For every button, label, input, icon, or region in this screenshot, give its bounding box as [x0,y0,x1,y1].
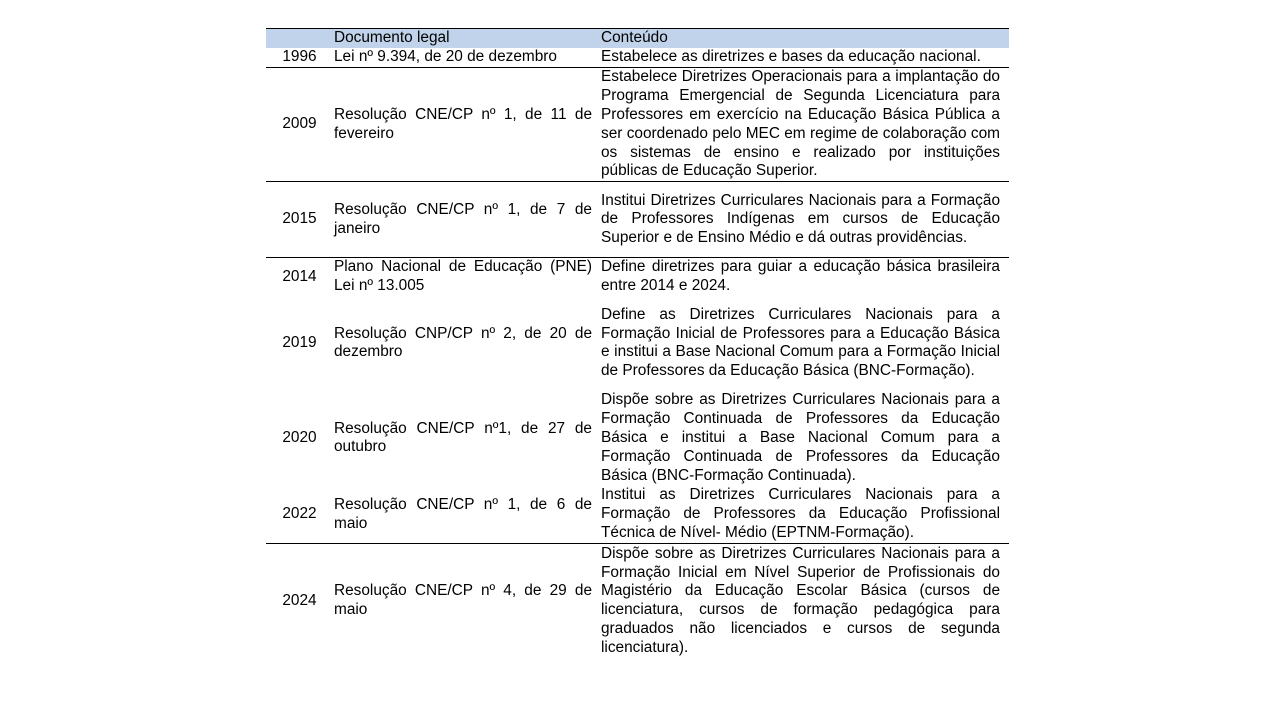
row-legal-document: Resolução CNE/CP nº 4, de 29 de maio [334,582,592,619]
table-row [266,391,1009,486]
row-year: 2024 [282,591,317,609]
table-row [266,486,1009,544]
row-legal-document: Lei nº 9.394, de 20 de dezembro [334,48,557,66]
row-content: Estabelece as diretrizes e bases da educação nacional. [601,48,981,66]
row-legal-document: Plano Nacional de Educação (PNE) Lei nº 13.005 [334,258,592,295]
table-row [266,48,1009,68]
table-row [266,296,1009,391]
row-content: Define diretrizes para guiar a educação básica brasileira entre 2014 e 2024. [601,258,1000,295]
row-legal-document: Resolução CNE/CP nº 1, de 6 de maio [334,495,592,532]
row-year: 2019 [282,333,317,351]
row-year: 2009 [282,115,317,133]
header-content: Conteúdo [601,29,668,46]
row-legal-document: Resolução CNE/CP nº1, de 27 de outubro [334,419,592,456]
table-row [266,68,1009,182]
row-year: 2020 [282,428,317,446]
row-content: Dispõe sobre as Diretrizes Curriculares Nacionais para a Formação Continuada de Professores da Educação Básica e institui a Base Nacional Comum para a Formação Continuada de Professores da Educação Básica (BNC-Formação Continuada). [601,391,1000,484]
row-legal-document: Resolução CNP/CP nº 2, de 20 de dezembro [334,324,592,361]
row-year: 1996 [282,48,317,66]
table-row [266,182,1009,258]
row-year: 2014 [282,267,317,285]
header-year [266,29,333,48]
header-legal-document: Documento legal [334,29,450,46]
row-content: Institui as Diretrizes Curriculares Nacionais para a Formação de Professores da Educação Profissional Técnica de Nível- Médio (EPTNM-Formação). [601,486,1000,542]
table-row [266,544,1009,658]
table-row [266,258,1009,296]
table-header-row [266,29,1009,48]
row-year: 2022 [282,505,317,523]
row-legal-document: Resolução CNE/CP nº 1, de 11 de fevereiro [334,106,592,142]
row-content: Dispõe sobre as Diretrizes Curriculares Nacionais para a Formação Inicial em Nível Superior de Profissionais do Magistério da Educação Escolar Básica (cursos de licenciatura, cursos de formação pedagógica para graduados não licenciados e cursos de segunda licenciatura). [601,544,1000,656]
row-legal-document: Resolução CNE/CP nº 1, de 7 de janeiro [334,201,592,237]
row-content: Define as Diretrizes Curriculares Nacionais para a Formação Inicial de Professores para a Educação Básica e institui a Base Nacional Comum para a Formação Inicial de Professores da Educação Básica (BNC-Formação). [601,305,1000,380]
row-content: Institui Diretrizes Curriculares Nacionais para a Formação de Professores Indígenas em cursos de Educação Superior e de Ensino Médio e dá outras providências. [601,191,1000,247]
row-year: 2015 [282,210,317,228]
legal-documents-table [266,28,1009,658]
row-content: Estabelece Diretrizes Operacionais para a implantação do Programa Emergencial de Segunda Licenciatura para Professores em exercício na Educação Básica Pública a ser coordenado pelo MEC em regime de colaboração com os sistemas de ensino e realizado por instituições públicas de Educação Superior. [601,68,1000,180]
